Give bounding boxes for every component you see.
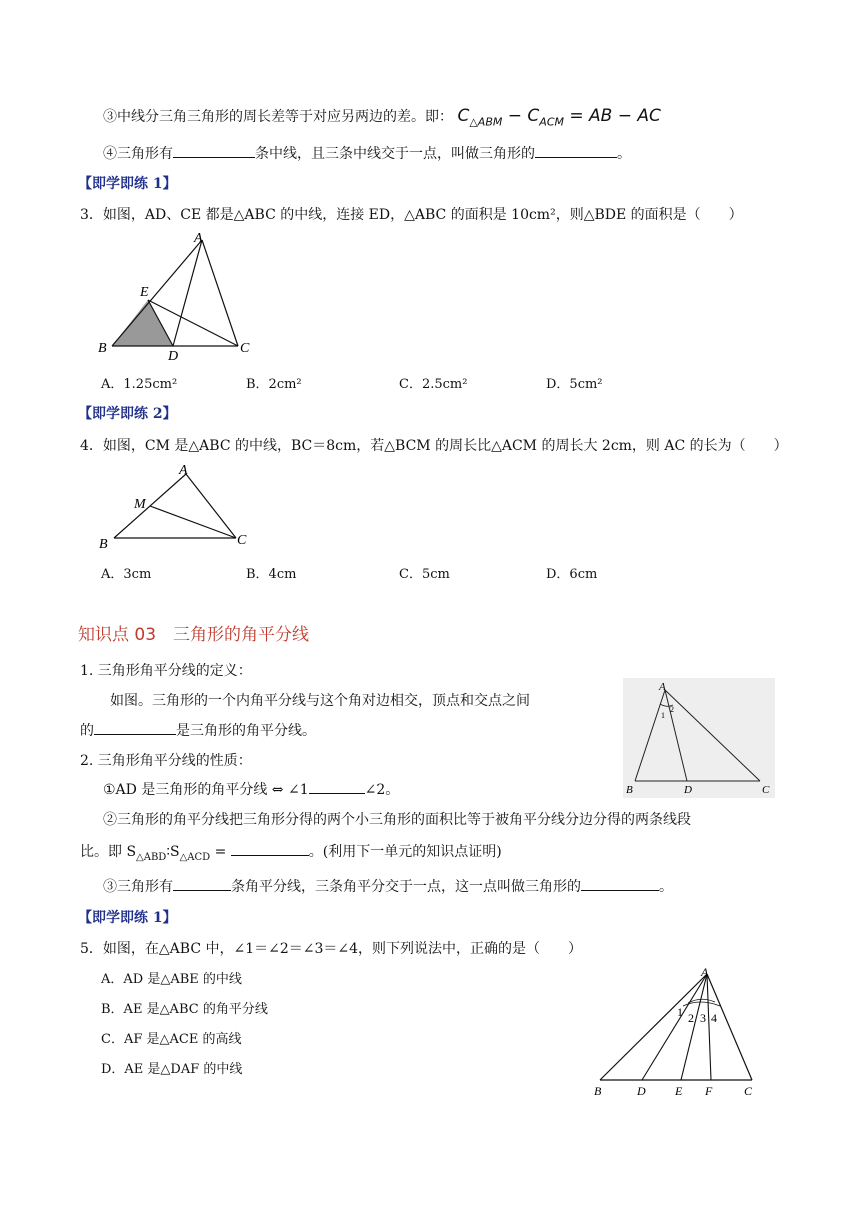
point-label-f: F [705,1084,713,1098]
question-5-figure [585,962,765,1102]
median-ad [173,240,202,346]
property-title: 2. 三角形角平分线的性质： [80,753,252,769]
point-label-c: C [744,1084,753,1098]
point-label-d: D [637,1084,646,1098]
answer-blank[interactable] [173,890,231,891]
section-title: 知识点 03 三角形的角平分线 [78,625,310,645]
option-c[interactable]: C．5cm [399,567,450,582]
answer-blank[interactable] [535,157,617,158]
option-c[interactable]: C．2.5cm² [399,377,468,392]
perimeter-formula: $C_{\triangle ABM} - C_{ACM}$ = AB − AC [457,106,661,129]
point-label-b: B [99,537,108,552]
point-label-c: C [240,341,250,356]
point-label-b: B [594,1084,602,1098]
figure-background [623,678,775,798]
segment-ad [642,974,707,1080]
option-c[interactable]: C．AF 是△ACE 的高线 [101,1032,242,1047]
angle-arc-inner [688,999,715,1003]
point-label-e: E [140,285,149,300]
segment-af [707,974,711,1080]
point-label-d: D [684,784,692,796]
point-label-c: C [237,533,247,548]
bisector-property-3: ③三角形有 条角平分线，三条角平分交于一点，这一点叫做三角形的 。 [103,879,673,895]
answer-blank[interactable] [309,793,365,794]
point-label-e: E [675,1084,683,1098]
point-label-a: A [194,231,203,246]
answer-blank[interactable] [173,157,255,158]
definition-line-2: 的 是三角形的角平分线。 [80,723,316,739]
option-b[interactable]: B．4cm [246,567,297,582]
question-4-figure [90,458,260,554]
angle-label-4: 4 [711,1011,717,1025]
option-d[interactable]: D．5cm² [546,377,603,392]
point-label-a: A [179,463,188,478]
point-label-b: B [626,784,633,796]
option-d[interactable]: D．AE 是△DAF 的中线 [101,1062,243,1077]
practice-label: 【即学即练 1】 [78,910,177,926]
bisector-property-1: ①AD 是三角形的角平分线 ⇔ ∠1 ∠2。 [103,782,400,798]
angle-label-1: 1 [661,711,665,720]
shaded-triangle-bde [112,300,173,346]
question-3: 3．如图，AD、CE 都是△ABC 的中线，连接 ED，△ABC 的面积是 10cm²，则△BDE 的面积是（ ） [80,207,743,223]
point-label-b: B [98,341,107,356]
answer-blank[interactable] [581,890,659,891]
angle-label-1: 1 [677,1005,683,1019]
bisector-property-2-line-1: ②三角形的角平分线把三角形分得的两个小三角形的面积比等于被角平分线分边分得的两条线段 [103,812,691,828]
practice-label: 【即学即练 2】 [78,406,177,422]
option-b[interactable]: B．2cm² [246,377,302,392]
definition-line-1: 如图。三角形的一个内角平分线与这个角对边相交，顶点和交点之间 [110,693,530,709]
definition-title: 1. 三角形角平分线的定义： [80,663,252,679]
angle-label-3: 3 [700,1011,706,1025]
segment-ae [681,974,707,1080]
median-property-3: ③中线分三角三角形的周长差等于对应另两边的差。即： $C_{\triangle ABM} - C_{ACM}$ = AB − AC [103,106,661,129]
angle-label-2: 2 [670,705,674,714]
side-ac [707,974,752,1080]
option-a[interactable]: A．AD 是△ABE 的中线 [101,972,242,987]
question-5: 5．如图，在△ABC 中，∠1＝∠2＝∠3＝∠4，则下列说法中，正确的是（ ） [80,941,583,957]
bisector-figure [623,678,775,798]
median-property-4: ④三角形有 条中线，且三条中线交于一点，叫做三角形的 。 [103,146,631,162]
question-4: 4．如图，CM 是△ABC 的中线，BC＝8cm，若△BCM 的周长比△ACM 的周长大 2cm，则 AC 的长为（ ） [80,438,788,454]
question-3-figure [90,228,270,360]
point-label-m: M [134,497,146,512]
answer-blank[interactable] [94,734,176,735]
option-a[interactable]: A．3cm [101,567,152,582]
point-label-c: C [762,784,770,796]
option-a[interactable]: A．1.25cm² [101,377,178,392]
point-label-a: A [659,681,666,693]
practice-label: 【即学即练 1】 [78,176,177,192]
point-label-a: A [701,965,709,979]
option-d[interactable]: D．6cm [546,567,598,582]
answer-blank[interactable] [231,855,309,856]
option-b[interactable]: B．AE 是△ABC 的角平分线 [101,1002,268,1017]
side-ab [600,974,707,1080]
point-label-d: D [168,349,179,360]
angle-label-2: 2 [688,1011,694,1025]
bisector-property-2-line-2: 比。即 $S_{\triangle ABD}∶S_{\triangle ACD}$ = 。(利用下一单元的知识点证明) [80,844,502,863]
